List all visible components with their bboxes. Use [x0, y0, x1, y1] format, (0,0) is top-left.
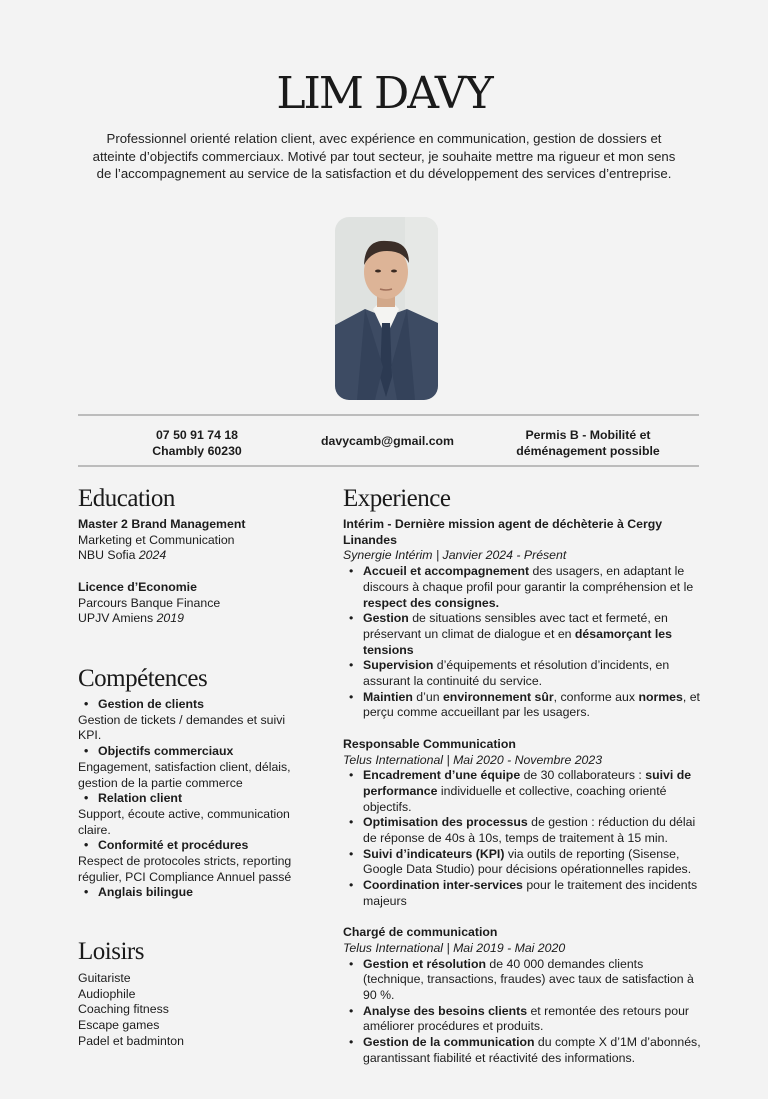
job-entry	[343, 517, 703, 721]
job-company-dates: Synergie Intérim | Janvier 2024 - Présent	[343, 548, 567, 563]
contact-email	[300, 434, 475, 450]
job-role: Responsable Communication	[343, 736, 516, 751]
bullet-text: et remontée des retours pour améliorer procédures et produits.	[363, 1003, 690, 1034]
skill-description: Gestion de tickets / demandes et suivi KPI.	[78, 712, 286, 743]
education-item	[78, 517, 318, 564]
bullet-text: de 40 000 demandes clients (technique, transactions, fraudes) avec taux de satisfaction à 90 %.	[363, 956, 694, 1003]
job-bullet	[343, 1004, 703, 1035]
bullet-highlight: Gestion	[363, 611, 409, 626]
skill-name: • Objectifs commerciaux	[78, 744, 308, 760]
bullet-highlight: normes	[638, 689, 683, 704]
skill-name: • Gestion de clients	[78, 697, 308, 713]
bullet-highlight: Suivi d’indicateurs (KPI)	[363, 846, 505, 861]
bullet-text: , conforme aux	[553, 689, 639, 704]
bullet-highlight: Analyse des besoins clients	[363, 1003, 528, 1018]
job-entry	[343, 721, 703, 909]
bullet-text: individuelle et collective, coaching orienté objectifs.	[363, 783, 667, 814]
phone-number: 07 50 91 74 18	[155, 428, 239, 442]
bullet-highlight: Encadrement d’une équipe	[363, 768, 521, 783]
skill-description: Respect de protocoles stricts, reporting régulier, PCI Compliance Annuel passé	[78, 854, 292, 884]
skill-name: • Conformité et procédures	[78, 838, 308, 854]
bullet-text: des usagers, en adaptant le discours à chaque profil pour garantir la compréhension et le	[363, 564, 694, 594]
hobbies-heading: Loisirs	[78, 938, 144, 965]
job-company-dates: Telus International | Mai 2019 - Mai 2020	[343, 940, 566, 955]
hobby-item: Escape games	[78, 1018, 160, 1033]
city: Chambly 60230	[152, 443, 242, 458]
profile-photo	[335, 217, 438, 400]
profile-summary: Professionnel orienté relation client, avec expérience en communication, gestion de dossiers et atteinte d’objectifs commerciaux. Motivé par tout secteur, je souhaite mettre ma rigueur et mon sens de l’accompagnement au service de la satisfaction et du développement des services d’entreprise.	[92, 131, 676, 182]
skill-item	[78, 885, 308, 901]
bullet-highlight: Supervision	[363, 658, 434, 673]
bullet-text: d’équipements et résolution d’incidents, en assurant la continuité du service.	[363, 658, 670, 689]
bullet-highlight: Optimisation des processus	[363, 815, 528, 830]
job-bullet	[343, 815, 703, 846]
education-heading: Education	[78, 485, 175, 512]
skill-item	[78, 697, 308, 744]
bullet-highlight: Coordination inter-services	[363, 878, 523, 893]
degree: Licence d’Economie	[78, 579, 197, 594]
bullet-highlight: Accueil et accompagnement	[363, 564, 530, 579]
field: Parcours Banque Finance	[78, 595, 221, 610]
degree: Master 2 Brand Management	[78, 517, 246, 531]
bullet-highlight: environnement sûr	[442, 689, 554, 704]
skill-description: Engagement, satisfaction client, délais, gestion de la partie commerce	[78, 759, 291, 790]
bullet-highlight: suivi de performance	[363, 768, 692, 798]
year: 2024	[138, 548, 167, 563]
candidate-name: LIM DAVY	[276, 68, 492, 119]
job-bullet	[343, 847, 703, 878]
skill-description: Support, écoute active, communication claire.	[78, 806, 290, 837]
education-item	[78, 580, 318, 627]
bullet-highlight: Gestion et résolution	[363, 956, 486, 971]
job-bullet	[343, 957, 703, 1004]
experience-list	[343, 517, 703, 1067]
skill-name: • Relation client	[78, 791, 308, 807]
job-bullets	[343, 957, 703, 1067]
skill-name: • Anglais bilingue	[78, 885, 308, 901]
bullet-text: de gestion : réduction du délai de réponse de 40s à 10s, temps de traitement à 15 min.	[363, 815, 696, 846]
bullet-text: de situations sensibles avec tact et fermeté, en préservant un climat de dialogue et en	[363, 611, 668, 641]
job-bullet	[343, 690, 703, 721]
year: 2019	[156, 611, 184, 626]
job-role: Chargé de communication	[343, 925, 498, 940]
permit-line-2: déménagement possible	[516, 443, 660, 458]
bullet-text: de 30 collaborateurs :	[520, 768, 646, 783]
education-list	[78, 517, 318, 627]
job-bullet	[343, 564, 703, 611]
hobby-item: Coaching fitness	[78, 1002, 169, 1017]
hobby-item: Guitariste	[78, 971, 131, 985]
bullet-text: d’un	[412, 689, 443, 704]
divider-bottom	[78, 465, 699, 467]
experience-heading: Experience	[343, 485, 451, 512]
bullet-highlight: désamorçant les tensions	[363, 626, 672, 657]
skills-heading: Compétences	[78, 665, 208, 692]
permit-line-1: Permis B - Mobilité et	[525, 428, 651, 442]
bullet-text: du compte X d’1M d’abonnés, garantissant fiabilité et réactivité des informations.	[363, 1035, 701, 1065]
school: UPJV Amiens	[78, 611, 157, 626]
divider-top	[78, 414, 699, 416]
spacer	[343, 910, 703, 926]
job-bullet	[343, 1035, 703, 1066]
bullet-text: , et perçu comme accueillant par les usagers.	[363, 689, 700, 720]
bullet-highlight: respect des consignes.	[363, 595, 500, 610]
skill-item	[78, 744, 308, 791]
job-bullet	[343, 878, 703, 909]
skill-item	[78, 838, 308, 885]
spacer	[343, 721, 703, 737]
bullet-highlight: Maintien	[363, 689, 413, 704]
hobby-item: Audiophile	[78, 986, 136, 1001]
hobby-item: Padel et badminton	[78, 1033, 184, 1048]
job-company-dates: Telus International | Mai 2020 - Novembre 2023	[343, 752, 603, 767]
contact-permit	[498, 428, 678, 459]
email: davycamb@gmail.com	[321, 434, 454, 448]
skill-item	[78, 791, 308, 838]
hobbies-list	[78, 971, 308, 1050]
bullet-text: via outils de reporting (Sisense, Google Data Studio) pour décisions opérationnelles rapides.	[363, 846, 692, 877]
field: Marketing et Communication	[78, 532, 235, 547]
job-entry	[343, 910, 703, 1067]
bullet-highlight: Gestion de la communication	[363, 1035, 535, 1050]
school: NBU Sofia	[78, 548, 139, 563]
contact-phone-city	[117, 428, 277, 459]
bullet-text: pour le traitement des incidents majeurs	[363, 878, 698, 908]
job-bullet	[343, 611, 703, 658]
job-bullets	[343, 564, 703, 721]
job-bullet	[343, 658, 703, 689]
job-bullet	[343, 768, 703, 815]
skills-list	[78, 697, 308, 901]
job-role: Intérim - Dernière mission agent de déchèterie à Cergy Linandes	[343, 517, 663, 547]
job-bullets	[343, 768, 703, 909]
